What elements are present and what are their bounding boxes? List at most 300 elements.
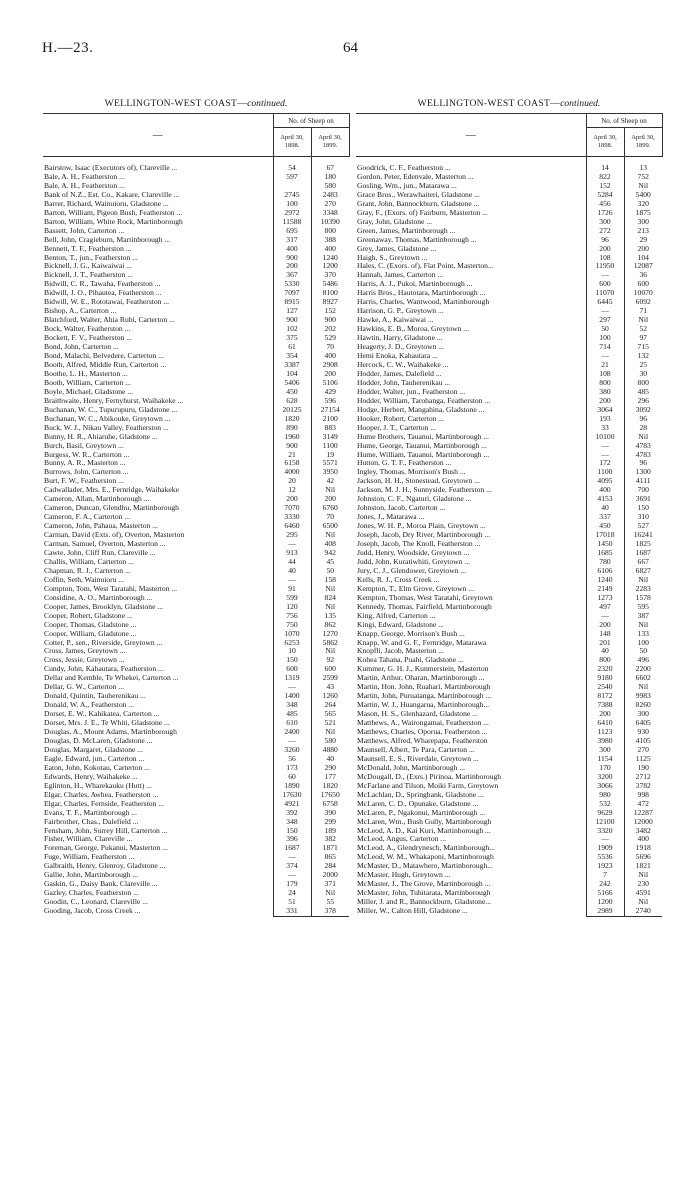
table-row: [356, 531, 662, 540]
sheep-1899-cell: 50: [311, 567, 349, 576]
owner-name-cell: Judd, Henry, Woodside, Greytown ...: [357, 548, 470, 557]
sheep-1899-cell: 2000: [311, 871, 349, 880]
sheep-1899-cell: 496: [624, 656, 662, 665]
sheep-1898-cell: 200: [586, 397, 624, 406]
sheep-1899-cell: 5571: [311, 459, 349, 468]
table-row: [356, 334, 662, 343]
sheep-1898-cell: 17018: [586, 531, 624, 540]
owner-name-cell: Burch, Basil, Greytown ...: [44, 441, 124, 450]
sheep-1898-cell: 3320: [586, 827, 624, 836]
table-row: [356, 576, 662, 585]
sheep-1898-cell: 14: [586, 157, 624, 173]
sheep-1898-cell: 1123: [586, 728, 624, 737]
owner-name-cell: Grant, John, Bannockburn, Gladstone ...: [357, 199, 480, 208]
sheep-1899-cell: 9983: [624, 692, 662, 701]
table-row: [43, 567, 349, 576]
owner-name-cell: Harris, Charles, Wantwood, Martinborough: [357, 298, 490, 307]
sheep-1899-cell: 10390: [311, 218, 349, 227]
owner-name-cell: Bockett, F. V., Featherston ...: [44, 334, 132, 343]
sheep-1899-cell: 4105: [624, 737, 662, 746]
table-row: [356, 191, 662, 200]
owner-name-cell: Hawtin, Harry, Gladstone ...: [357, 334, 443, 343]
sheep-1899-cell: 3149: [311, 433, 349, 442]
sheep-1898-cell: 4153: [586, 495, 624, 504]
sheep-1898-cell: 6253: [273, 639, 311, 648]
sheep-1899-cell: 5400: [624, 191, 662, 200]
owner-name-cell: Kummer, G. H. J., Kunmerstein, Masterton: [357, 665, 489, 674]
sheep-1899-cell: 152: [311, 307, 349, 316]
table-row: [356, 495, 662, 504]
sheep-1898-cell: 780: [586, 558, 624, 567]
owner-name-cell: Matthews, Charles, Oporua, Featherston ...: [357, 728, 488, 737]
sheep-1898-cell: 295: [273, 531, 311, 540]
owner-name-cell: Goodin, C., Leonard, Clareville ...: [44, 898, 148, 907]
owner-name-cell: Kennedy, Thomas, Fairfield, Martinborough: [357, 602, 492, 611]
table-row: [356, 827, 662, 836]
owner-name-cell: Johnston, Jacob, Carterton ...: [357, 504, 446, 513]
owner-name-cell: Eglinton, H., Wharekauku (Hutt) ...: [44, 781, 152, 790]
sheep-1899-cell: 529: [311, 334, 349, 343]
owner-name-cell: Haigh, S., Greytown ...: [357, 253, 428, 262]
owner-name-cell: Buchanan, W. C., Tupurupuru, Gladstone ...: [44, 405, 178, 414]
table-row: [43, 746, 349, 755]
owner-name-cell: Gosling, Wm., jun., Matarawa ...: [357, 181, 457, 190]
table-row: [356, 898, 662, 907]
sheep-1899-cell: 667: [624, 558, 662, 567]
table-row: [356, 728, 662, 737]
table-row: [43, 835, 349, 844]
table-row: [43, 585, 349, 594]
sheep-1899-cell: 1687: [624, 549, 662, 558]
table-row: [356, 459, 662, 468]
sheep-1899-cell: 595: [624, 603, 662, 612]
table-row: [43, 710, 349, 719]
sheep-1898-cell: 127: [273, 307, 311, 316]
owner-name-cell: McLeod, A. D., Kai Kuri, Martinborough ...: [357, 826, 491, 835]
table-row: [43, 513, 349, 522]
table-row: [43, 701, 349, 710]
owner-name-cell: Hume, George, Tauanui, Martinborough ...: [357, 441, 487, 450]
table-row: [356, 352, 662, 361]
sheep-1898-cell: 60: [273, 773, 311, 782]
sheep-1899-cell: 4880: [311, 746, 349, 755]
sheep-1898-cell: 485: [273, 710, 311, 719]
owner-name-cell: McLachlan, D., Springbank, Gladstone ...: [357, 790, 484, 799]
table-row: [356, 701, 662, 710]
sheep-1899-cell: 800: [624, 379, 662, 388]
sheep-1898-cell: —: [586, 352, 624, 361]
sheep-1899-cell: 3950: [311, 468, 349, 477]
table-row: [356, 907, 662, 916]
sheep-1898-cell: 40: [586, 504, 624, 513]
owner-name-cell: Barton, William, Pigeon Bush, Featherston ...: [44, 208, 183, 217]
table-row: [356, 254, 662, 263]
table-row: [356, 621, 662, 630]
sheep-1898-cell: 800: [586, 379, 624, 388]
owner-name-cell: Martin, W. J., Huangarua, Martinborough...: [357, 701, 490, 710]
sheep-1898-cell: 200: [273, 495, 311, 504]
sheep-1899-cell: 299: [311, 818, 349, 827]
table-row: [356, 782, 662, 791]
sheep-1899-cell: 71: [624, 307, 662, 316]
table-row: [356, 719, 662, 728]
owner-name-cell: Gray, John, Gladstone ...: [357, 217, 433, 226]
owner-name-cell: Dorset, E. W., Kahikatea, Carterton ...: [44, 710, 160, 719]
sheep-1898-cell: —: [586, 307, 624, 316]
sheep-1899-cell: 190: [624, 764, 662, 773]
owner-name-cell: Carman, David (Exts. of), Overton, Masterton: [44, 531, 185, 540]
owner-name-cell: Bale, A. H., Featherston ...: [44, 172, 125, 181]
sheep-1898-cell: 2149: [586, 585, 624, 594]
table-row: [356, 585, 662, 594]
sheep-1898-cell: 3066: [586, 782, 624, 791]
sheep-1898-cell: 497: [586, 603, 624, 612]
table-row: [43, 361, 349, 370]
owner-name-cell: Cooper, William, Gladstone ...: [44, 629, 137, 638]
sheep-1899-cell: 45: [311, 558, 349, 567]
sheep-1898-cell: 5166: [586, 889, 624, 898]
sheep-1899-cell: 4783: [624, 442, 662, 451]
sheep-1898-cell: 6460: [273, 522, 311, 531]
sheep-1899-cell: 800: [311, 227, 349, 236]
table-row: [356, 271, 662, 280]
sheep-1899-cell: 213: [624, 227, 662, 236]
table-row: [43, 656, 349, 665]
sheep-1899-cell: 900: [311, 316, 349, 325]
table-row: [43, 818, 349, 827]
owner-name-cell: Kohea Tahana, Puahi, Gladstone ...: [357, 656, 464, 665]
owner-name-cell: Chapman, R. J., Carterton ...: [44, 566, 131, 575]
owner-name-cell: McLeod, A., Glendrynesch, Martinborough...: [357, 844, 495, 853]
sheep-1898-cell: 6106: [586, 567, 624, 576]
sheep-1898-cell: 44: [273, 558, 311, 567]
owner-name-cell: Boothe, L. H., Masterton ...: [44, 369, 128, 378]
sheep-1899-cell: 752: [624, 173, 662, 182]
owner-name-cell: Gooding, Jacob, Cross Creek ...: [44, 907, 141, 916]
table-row: [43, 621, 349, 630]
sheep-1899-cell: 55: [311, 898, 349, 907]
sheep-1899-cell: 296: [624, 397, 662, 406]
sheep-1899-cell: 96: [624, 415, 662, 424]
owner-name-cell: Bond, John, Carterton ...: [44, 343, 119, 352]
sheep-1899-cell: 52: [624, 325, 662, 334]
table-body: [356, 157, 662, 917]
sheep-1899-cell: 36: [624, 271, 662, 280]
table-row: [43, 755, 349, 764]
sheep-1898-cell: 714: [586, 343, 624, 352]
owner-name-cell: Hume Brothers, Tauanui, Martinborough ...: [357, 432, 489, 441]
year-1899-header: April 30, 1899.: [624, 128, 662, 157]
sheep-1898-cell: 17630: [273, 791, 311, 800]
sheep-1898-cell: 20: [273, 477, 311, 486]
document-reference: H.—23.: [42, 40, 94, 56]
owner-name-cell: Bale, A. H., Featherston ...: [44, 181, 125, 190]
owner-name-cell: Hooper, J. T., Carterton ...: [357, 423, 436, 432]
table-row: [356, 800, 662, 809]
table-row: [356, 683, 662, 692]
sheep-1898-cell: 628: [273, 397, 311, 406]
table-row: [43, 298, 349, 307]
sheep-1899-cell: 1825: [624, 540, 662, 549]
sheep-1898-cell: 300: [586, 218, 624, 227]
owner-name-cell: Matthews, A., Wairongamai, Featherston ...: [357, 719, 489, 728]
sheep-1898-cell: 12100: [586, 818, 624, 827]
owner-name-cell: Buchanan, W. C., Abikouke, Greytown ...: [44, 414, 171, 423]
sheep-1899-cell: Nil: [311, 647, 349, 656]
owner-name-cell: Judd, John, Kuratiwhiti, Greytown ...: [357, 557, 471, 566]
owner-name-cell: McMaster, Hugh, Greytown ...: [357, 871, 451, 880]
table-row: [356, 710, 662, 719]
table-row: [356, 245, 662, 254]
sheep-1898-cell: 900: [273, 442, 311, 451]
sheep-1898-cell: 12: [273, 486, 311, 495]
table-row: [43, 316, 349, 325]
sheep-1898-cell: 7: [586, 871, 624, 880]
table-row: [43, 871, 349, 880]
owner-name-cell: Kingi, Edward, Gladstone ...: [357, 620, 444, 629]
sheep-1899-cell: 5862: [311, 639, 349, 648]
table-row: [356, 818, 662, 827]
owner-name-cell: Joseph, Jacob, The Knoll, Featherston ...: [357, 540, 481, 549]
sheep-1899-cell: 580: [311, 737, 349, 746]
table-row: [356, 325, 662, 334]
sheep-1899-cell: Nil: [624, 898, 662, 907]
table-row: [356, 442, 662, 451]
owner-name-cell: Bairstow, Isaac (Executors of), Clareville ...: [44, 163, 178, 172]
sheep-1899-cell: 382: [311, 835, 349, 844]
owner-name-cell: Hannah, James, Carterton ...: [357, 271, 444, 280]
table-row: [43, 558, 349, 567]
sheep-1899-cell: 92: [311, 656, 349, 665]
sheep-1899-cell: 177: [311, 773, 349, 782]
sheep-1899-cell: 2483: [311, 191, 349, 200]
sheep-1898-cell: 348: [273, 818, 311, 827]
sheep-1898-cell: 24: [273, 889, 311, 898]
owner-name-cell: Cundy, John, Kahautara, Featherston ...: [44, 665, 164, 674]
sheep-1898-cell: 450: [586, 522, 624, 531]
sheep-1898-cell: 1400: [273, 692, 311, 701]
table-row: [356, 486, 662, 495]
table-row: [43, 692, 349, 701]
table-row: [356, 773, 662, 782]
sheep-1899-cell: 310: [624, 513, 662, 522]
owner-name-cell: Dorset, Mrs. J. E., Te Whiti, Gladstone ...: [44, 719, 170, 728]
sheep-1899-cell: 1200: [311, 262, 349, 271]
table-row: [356, 307, 662, 316]
table-row: [356, 289, 662, 298]
sheep-1899-cell: Nil: [311, 603, 349, 612]
sheep-1898-cell: 9629: [586, 809, 624, 818]
sheep-1899-cell: 2908: [311, 361, 349, 370]
sheep-1899-cell: Nil: [624, 576, 662, 585]
owner-name-cell: Jury, C. J., Glendower, Greytown ...: [357, 566, 467, 575]
sheep-1899-cell: 19: [311, 451, 349, 460]
sheep-1898-cell: 40: [273, 567, 311, 576]
sheep-1899-cell: 472: [624, 800, 662, 809]
owner-name-cell: Gaskin, G., Daisy Bank, Clareville ...: [44, 880, 158, 889]
table-row: [356, 558, 662, 567]
sheep-table-left: [43, 113, 350, 917]
sheep-1899-cell: 6602: [624, 674, 662, 683]
sheep-1898-cell: 172: [586, 459, 624, 468]
sheep-1899-cell: Nil: [624, 433, 662, 442]
sheep-1898-cell: 150: [273, 656, 311, 665]
sheep-1899-cell: Nil: [624, 621, 662, 630]
sheep-1899-cell: 527: [624, 522, 662, 531]
table-row: [356, 764, 662, 773]
table-row: [356, 209, 662, 218]
sheep-1899-cell: 862: [311, 621, 349, 630]
table-row: [43, 173, 349, 182]
table-row: [43, 157, 349, 173]
owner-name-cell: Bassett, John, Carterton ...: [44, 226, 125, 235]
sheep-1898-cell: 1890: [273, 782, 311, 791]
owner-name-cell: Bunny, A. R., Masterton ...: [44, 459, 126, 468]
owner-name-cell: Gazley, Charles, Featherston ...: [44, 889, 139, 898]
sheep-1899-cell: 371: [311, 880, 349, 889]
owner-name-cell: Douglas, Margaret, Gladstone ...: [44, 745, 143, 754]
table-row: [43, 728, 349, 737]
table-row: [356, 791, 662, 800]
table-row: [43, 209, 349, 218]
sheep-1898-cell: 1100: [586, 468, 624, 477]
table-row: [43, 442, 349, 451]
sheep-1898-cell: 21: [586, 361, 624, 370]
owner-name-cell: Bennett, T. F., Featherston ...: [44, 244, 132, 253]
right-column: [356, 97, 662, 917]
sheep-1898-cell: 367: [273, 271, 311, 280]
owner-name-cell: Carman, Samuel, Overton, Masterton ...: [44, 540, 166, 549]
owner-name-cell: Evans, T. F., Martinborough ...: [44, 808, 137, 817]
sheep-1899-cell: 202: [311, 325, 349, 334]
sheep-1899-cell: 596: [311, 397, 349, 406]
sheep-1898-cell: —: [586, 442, 624, 451]
sheep-1898-cell: 201: [586, 639, 624, 648]
sheep-1898-cell: 7070: [273, 504, 311, 513]
owner-name-cell: Cooper, Thomas, Gladstone ...: [44, 620, 137, 629]
owner-name-cell: Elgar, Charles, Fernside, Featherston ...: [44, 799, 164, 808]
table-row: [356, 746, 662, 755]
table-row: [356, 647, 662, 656]
sheep-1898-cell: 600: [273, 665, 311, 674]
sheep-1899-cell: 17650: [311, 791, 349, 800]
sheep-1898-cell: 4000: [273, 468, 311, 477]
sheep-1899-cell: 135: [311, 612, 349, 621]
owner-name-cell: Hodder, Walter, jun., Featherston ...: [357, 387, 466, 396]
sheep-1899-cell: 264: [311, 701, 349, 710]
owner-name-cell: Burgess, W. R., Carterton ...: [44, 450, 130, 459]
table-row: [43, 245, 349, 254]
table-row: [43, 898, 349, 907]
sheep-1898-cell: 456: [586, 200, 624, 209]
table-row: [43, 594, 349, 603]
owner-name-cell: Hodge, Herbert, Mangahina, Gladstone ...: [357, 405, 485, 414]
table-row: [43, 424, 349, 433]
sheep-1899-cell: 180: [311, 173, 349, 182]
sheep-1899-cell: 824: [311, 594, 349, 603]
sheep-1899-cell: 521: [311, 719, 349, 728]
owner-name-cell: Coffin, Seth, Wainuioru ...: [44, 575, 125, 584]
table-row: [356, 871, 662, 880]
owner-name-cell: Heagerty, J. D., Greytown ...: [357, 343, 445, 352]
table-row: [356, 612, 662, 621]
table-row: [43, 415, 349, 424]
sheep-1899-cell: 2283: [624, 585, 662, 594]
table-row: [43, 397, 349, 406]
owner-name-cell: McLaren, C. D., Opunake, Gladstone ...: [357, 799, 479, 808]
sheep-1898-cell: 374: [273, 862, 311, 871]
column-title: WELLINGTON-WEST COAST—continued.: [417, 98, 601, 109]
sheep-1898-cell: 3980: [586, 737, 624, 746]
table-row: [356, 298, 662, 307]
sheep-1898-cell: 5330: [273, 280, 311, 289]
sheep-1899-cell: 200: [624, 245, 662, 254]
sheep-1898-cell: —: [273, 871, 311, 880]
table-row: [356, 630, 662, 639]
sheep-1898-cell: 5284: [586, 191, 624, 200]
owner-name-cell: Hales, C. (Exors. of), Flat Point, Masterton...: [357, 262, 494, 271]
sheep-1899-cell: 6405: [624, 719, 662, 728]
owner-name-cell: Foreman, George, Pukanui, Masterton ...: [44, 844, 168, 853]
sheep-1898-cell: 380: [586, 388, 624, 397]
sheep-1898-cell: 600: [586, 280, 624, 289]
sheep-1899-cell: 12087: [624, 262, 662, 271]
sheep-1898-cell: 3260: [273, 746, 311, 755]
table-row: [43, 388, 349, 397]
sheep-1899-cell: 600: [624, 280, 662, 289]
table-row: [356, 674, 662, 683]
sheep-1899-cell: 1821: [624, 862, 662, 871]
table-row: [43, 218, 349, 227]
table-row: [43, 531, 349, 540]
sheep-1899-cell: 12287: [624, 809, 662, 818]
sheep-1899-cell: 700: [624, 486, 662, 495]
sheep-1898-cell: 91: [273, 585, 311, 594]
owner-name-cell: Hodder, William, Tarohanga, Featherston ...: [357, 396, 491, 405]
sheep-1899-cell: 400: [311, 245, 349, 254]
table-row: [43, 764, 349, 773]
owner-name-cell: Greenaway, Thomas, Martinborough ...: [357, 235, 477, 244]
sheep-1898-cell: 3387: [273, 361, 311, 370]
table-row: [356, 280, 662, 289]
sheep-1898-cell: 1273: [586, 594, 624, 603]
table-row: [43, 719, 349, 728]
table-row: [356, 361, 662, 370]
table-row: [356, 415, 662, 424]
table-row: [43, 827, 349, 836]
sheep-1898-cell: 5536: [586, 853, 624, 862]
sheep-1898-cell: 2989: [586, 907, 624, 916]
table-row: [43, 522, 349, 531]
owner-name-cell: Challis, William, Carterton ...: [44, 557, 134, 566]
owner-name-cell: Cross, Jessie, Greytown ...: [44, 656, 125, 665]
sheep-1899-cell: 1578: [624, 594, 662, 603]
sheep-1898-cell: 193: [586, 415, 624, 424]
sheep-1899-cell: 30: [624, 370, 662, 379]
owner-name-cell: Bidwill, C. R., Tawaha, Featherston ...: [44, 280, 161, 289]
sheep-1899-cell: Nil: [311, 728, 349, 737]
sheep-1898-cell: 50: [586, 325, 624, 334]
sheep-1899-cell: 5486: [311, 280, 349, 289]
table-row: [43, 370, 349, 379]
owner-name-cell: Bank of N.Z., Est. Co., Kakare, Clareville ...: [44, 190, 180, 199]
sheep-1899-cell: 565: [311, 710, 349, 719]
owner-name-cell: Bicknell, J. T., Featherston ...: [44, 271, 133, 280]
sheep-1898-cell: 1450: [586, 540, 624, 549]
sheep-1899-cell: 8100: [311, 289, 349, 298]
table-row: [43, 647, 349, 656]
owner-name-cell: Gray, F., (Exors. of) Fairburn, Masterton ...: [357, 208, 488, 217]
